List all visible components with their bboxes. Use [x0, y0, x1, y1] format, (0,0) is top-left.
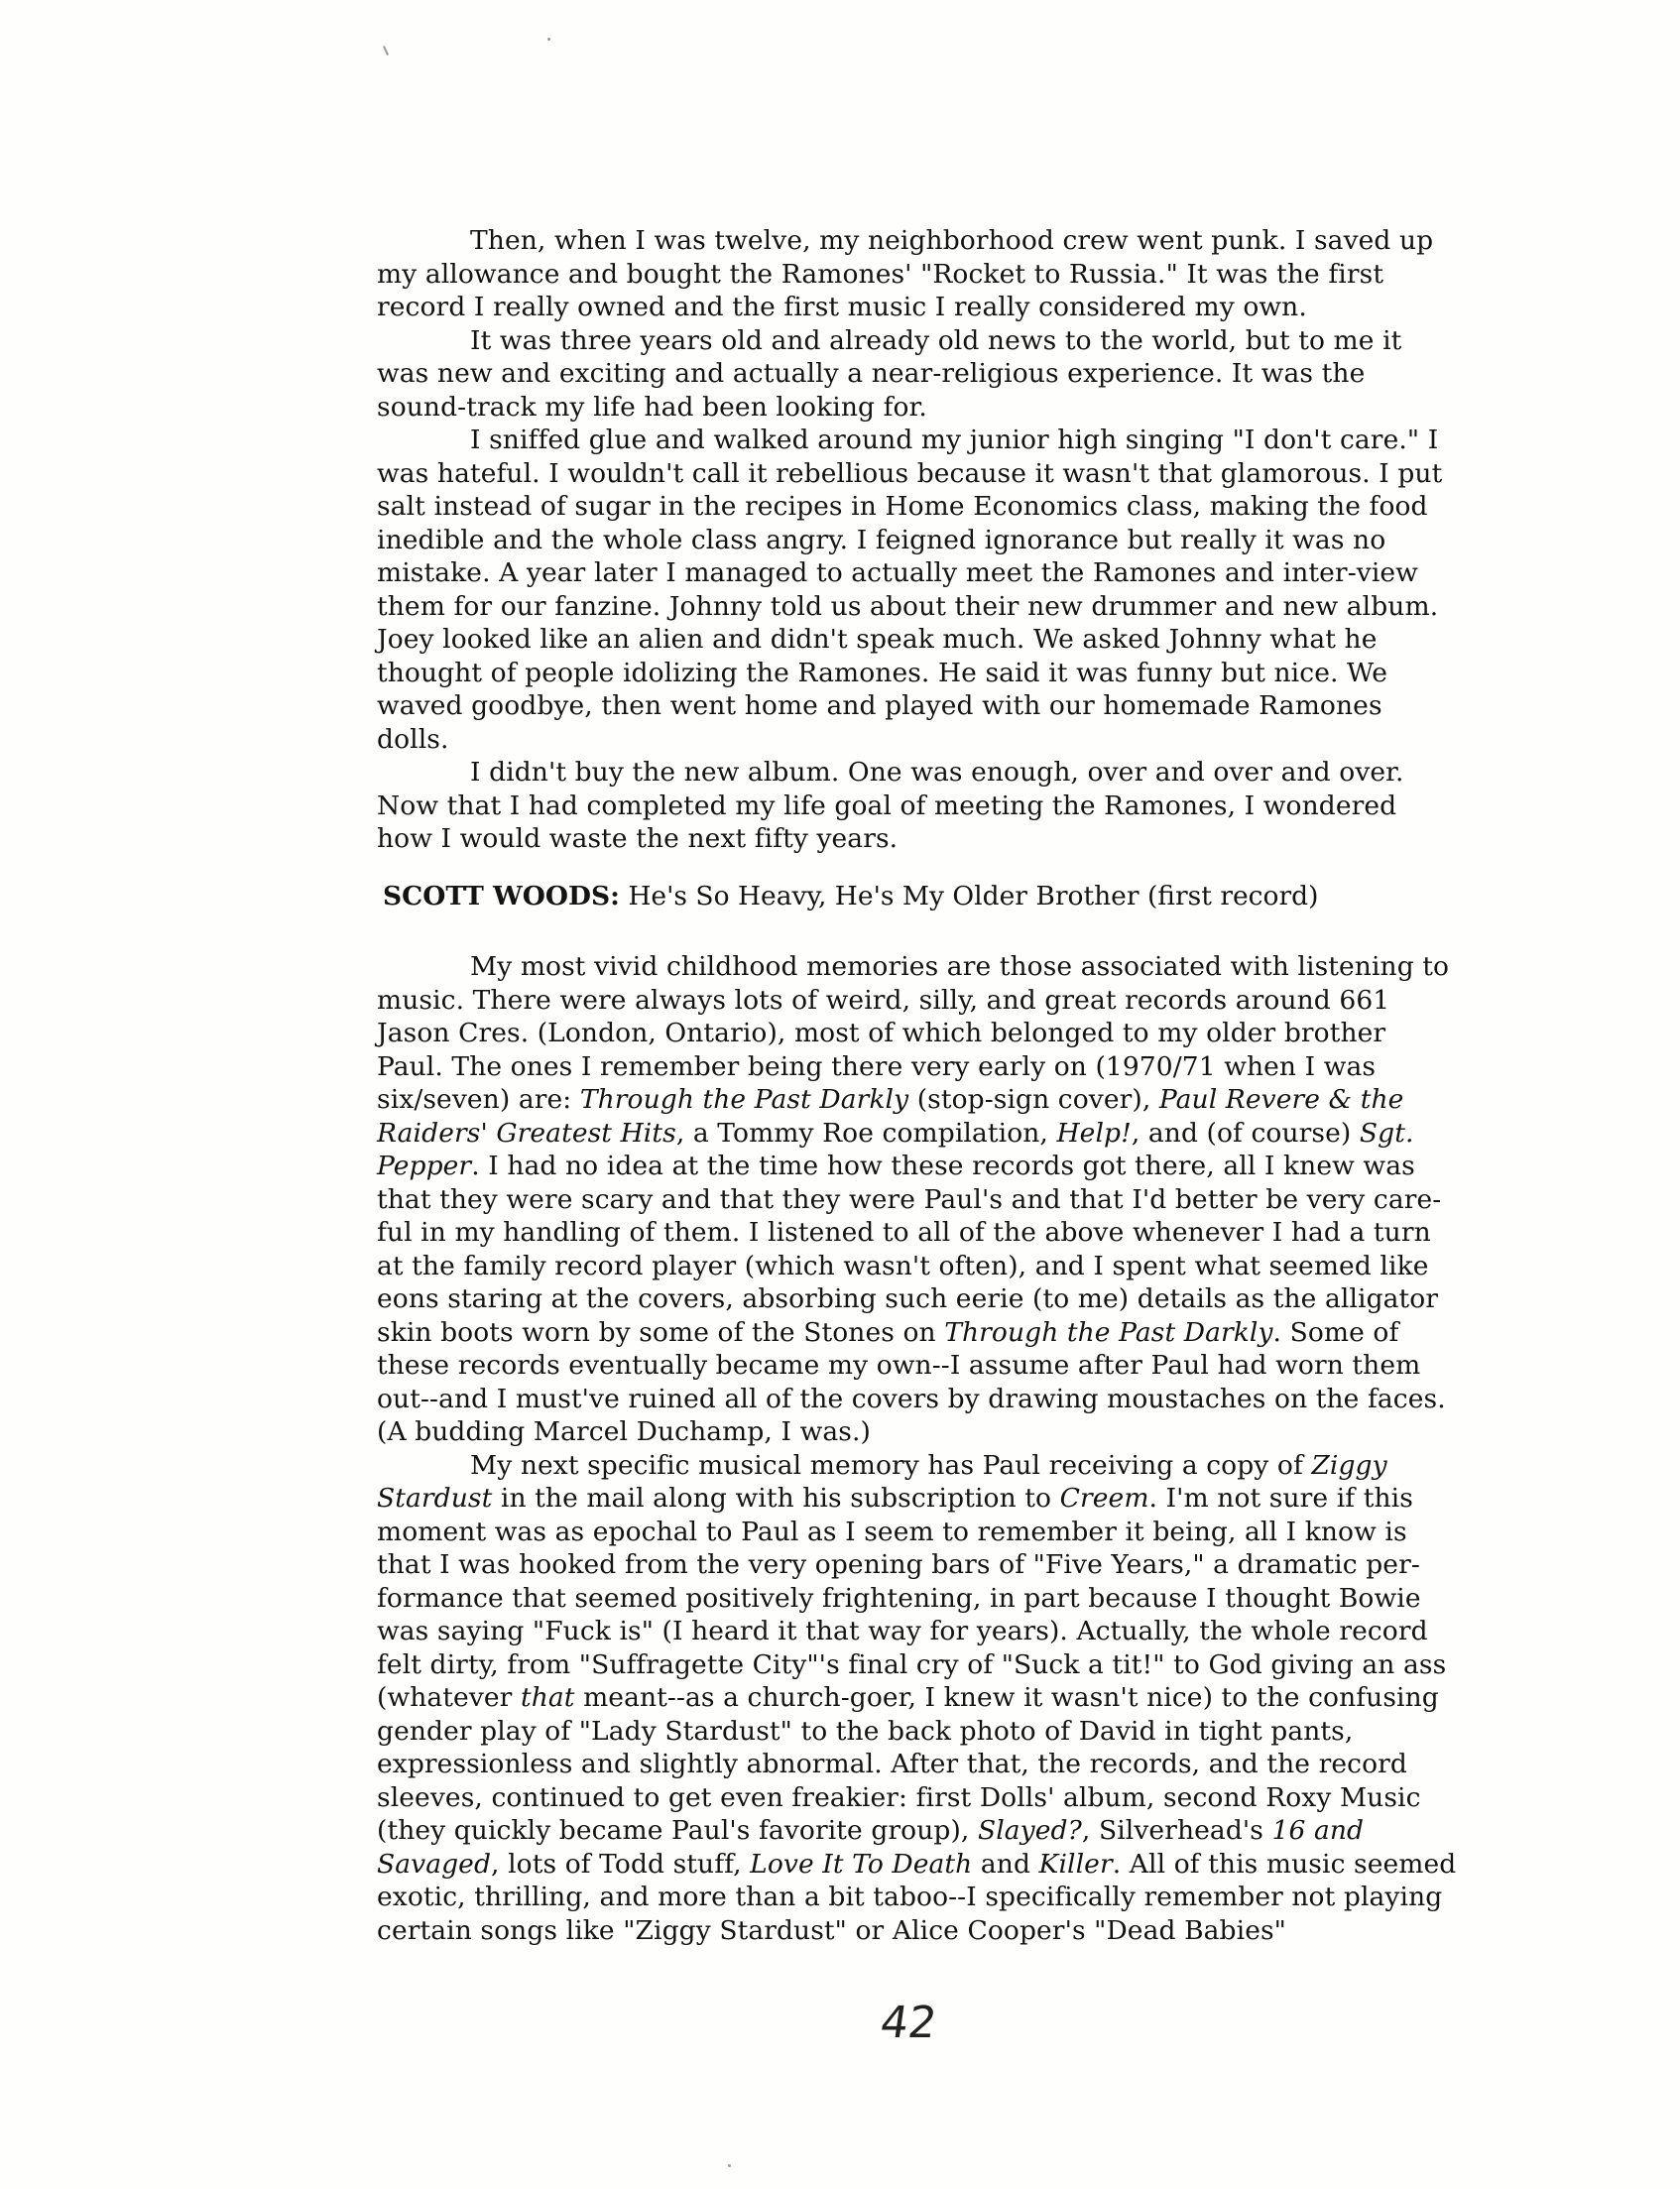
album-title: Love It To Death: [750, 1848, 973, 1880]
text-run: meant--as a church-goer, I knew it wasn't nice) to the confusing gender play of "Lady Stardust" to the back photo of David in tight pants, expressionless and slightly abnormal. After that, the records, and the record sleeves, continued to get even freakier: first Dolls' album, second Roxy Music (they quickly became Paul's favorite group),: [377, 1682, 1439, 1846]
text-run: My next specific musical memory has Paul receiving a copy of: [470, 1449, 1312, 1481]
section-one: [377, 224, 1458, 856]
album-title: Sgt. Pepper: [377, 1117, 1414, 1181]
text-run: , Silverhead's: [1081, 1815, 1272, 1846]
scan-mark: [547, 38, 550, 41]
paragraph: [377, 1449, 1458, 1948]
paragraph: Then, when I was twelve, my neighborhood crew went punk. I saved up my allowance and bought the Ramones' "Rocket to Russia." It was the first record I really owned and the first music I really considered my own.: [377, 225, 1434, 322]
album-title: Through the Past Darkly: [579, 1084, 909, 1115]
section-two: [377, 950, 1458, 1947]
essay-title: He's So Heavy, He's My Older Brother (first record): [628, 881, 1319, 912]
album-title: 16 and Savaged: [377, 1815, 1365, 1880]
section-heading: [383, 881, 1318, 912]
text-run: (stop-sign cover),: [908, 1084, 1159, 1115]
album-title: Paul Revere & the Raiders' Greatest Hits: [377, 1084, 1404, 1149]
text-run: . I'm not sure if this moment was as epochal to Paul as I seem to remember it being, all I know is that I was hooked from the very opening bars of "Five Years," a dramatic per-formance that seemed positively frightening, in part because I thought Bowie was saying "Fuck is" (I heard it that way for years). Actually, the whole record felt dirty, from "Suffragette City"'s final cry of "Suck a tit!" to God giving an ass (whatever: [377, 1483, 1447, 1713]
text-run: in the mail along with his subscription to: [492, 1483, 1060, 1514]
emphasis: that: [520, 1682, 575, 1713]
album-title: Help!: [1056, 1117, 1132, 1149]
text-run: . I had no idea at the time how these records got there, all I knew was that they were scary and that they were Paul's and that I'd better be very care-ful in my handling of them. I listened to all of the above whenever I had a turn at the family record player (which wasn't often), and I spent what seemed like eons staring at the covers, absorbing such eerie (to me) details as the alligator skin boots worn by some of the Stones on: [377, 1151, 1442, 1348]
paragraph: [377, 950, 1458, 1449]
text-run: , a Tommy Roe compilation,: [675, 1117, 1057, 1149]
magazine-title: Creem: [1059, 1483, 1149, 1514]
scan-mark: [728, 2164, 731, 2167]
album-title: Slayed?: [977, 1815, 1082, 1846]
text-run: , and (of course): [1131, 1117, 1360, 1149]
paragraph: I didn't buy the new album. One was enough, over and over and over. Now that I had completed my life goal of meeting the Ramones, I wondered how I would waste the next fifty years.: [377, 757, 1404, 854]
text-run: My most vivid childhood memories are those associated with listening to music. There were always lots of weird, silly, and great records around 661 Jason Cres. (London, Ontario), most of which belonged to my older brother Paul. The ones I remember being there very early on (1970/71 when I was six/seven) are:: [377, 951, 1450, 1115]
text-run: , lots of Todd stuff,: [491, 1848, 751, 1880]
text-run: . All of this music seemed exotic, thrilling, and more than a bit taboo--I specifically remember not playing certain songs like "Ziggy Stardust" or Alice Cooper's "Dead Babies": [377, 1848, 1457, 1946]
album-title: Through the Past Darkly: [944, 1316, 1273, 1348]
text-run: and: [972, 1848, 1039, 1880]
text-run: . Some of these records eventually became my own--I assume after Paul had worn them out--and I must've ruined all of the covers by drawing moustaches on the faces. (A budding Marcel Duchamp, I was.): [377, 1316, 1446, 1447]
album-title: Ziggy Stardust: [377, 1449, 1387, 1514]
paragraph: I sniffed glue and walked around my junior high singing "I don't care." I was hateful. I wouldn't call it rebellious because it wasn't that glamorous. I put salt instead of sugar in the recipes in Home Economics class, making the food inedible and the whole class angry. I feigned ignorance but really it was no mistake. A year later I managed to actually meet the Ramones and inter-view them for our fanzine. Johnny told us about their new drummer and new album. Joey looked like an alien and didn't speak much. We asked Johnny what he thought of people idolizing the Ramones. He said it was funny but nice. We waved goodbye, then went home and played with our homemade Ramones dolls.: [377, 425, 1443, 755]
scan-mark: [383, 46, 389, 56]
page-number: 42: [877, 1998, 940, 2048]
album-title: Killer: [1038, 1848, 1113, 1880]
paragraph: It was three years old and already old news to the world, but to me it was new and exciting and actually a near-religious experience. It was the sound-track my life had been looking for.: [377, 324, 1402, 423]
author-name: SCOTT WOODS:: [383, 881, 620, 912]
